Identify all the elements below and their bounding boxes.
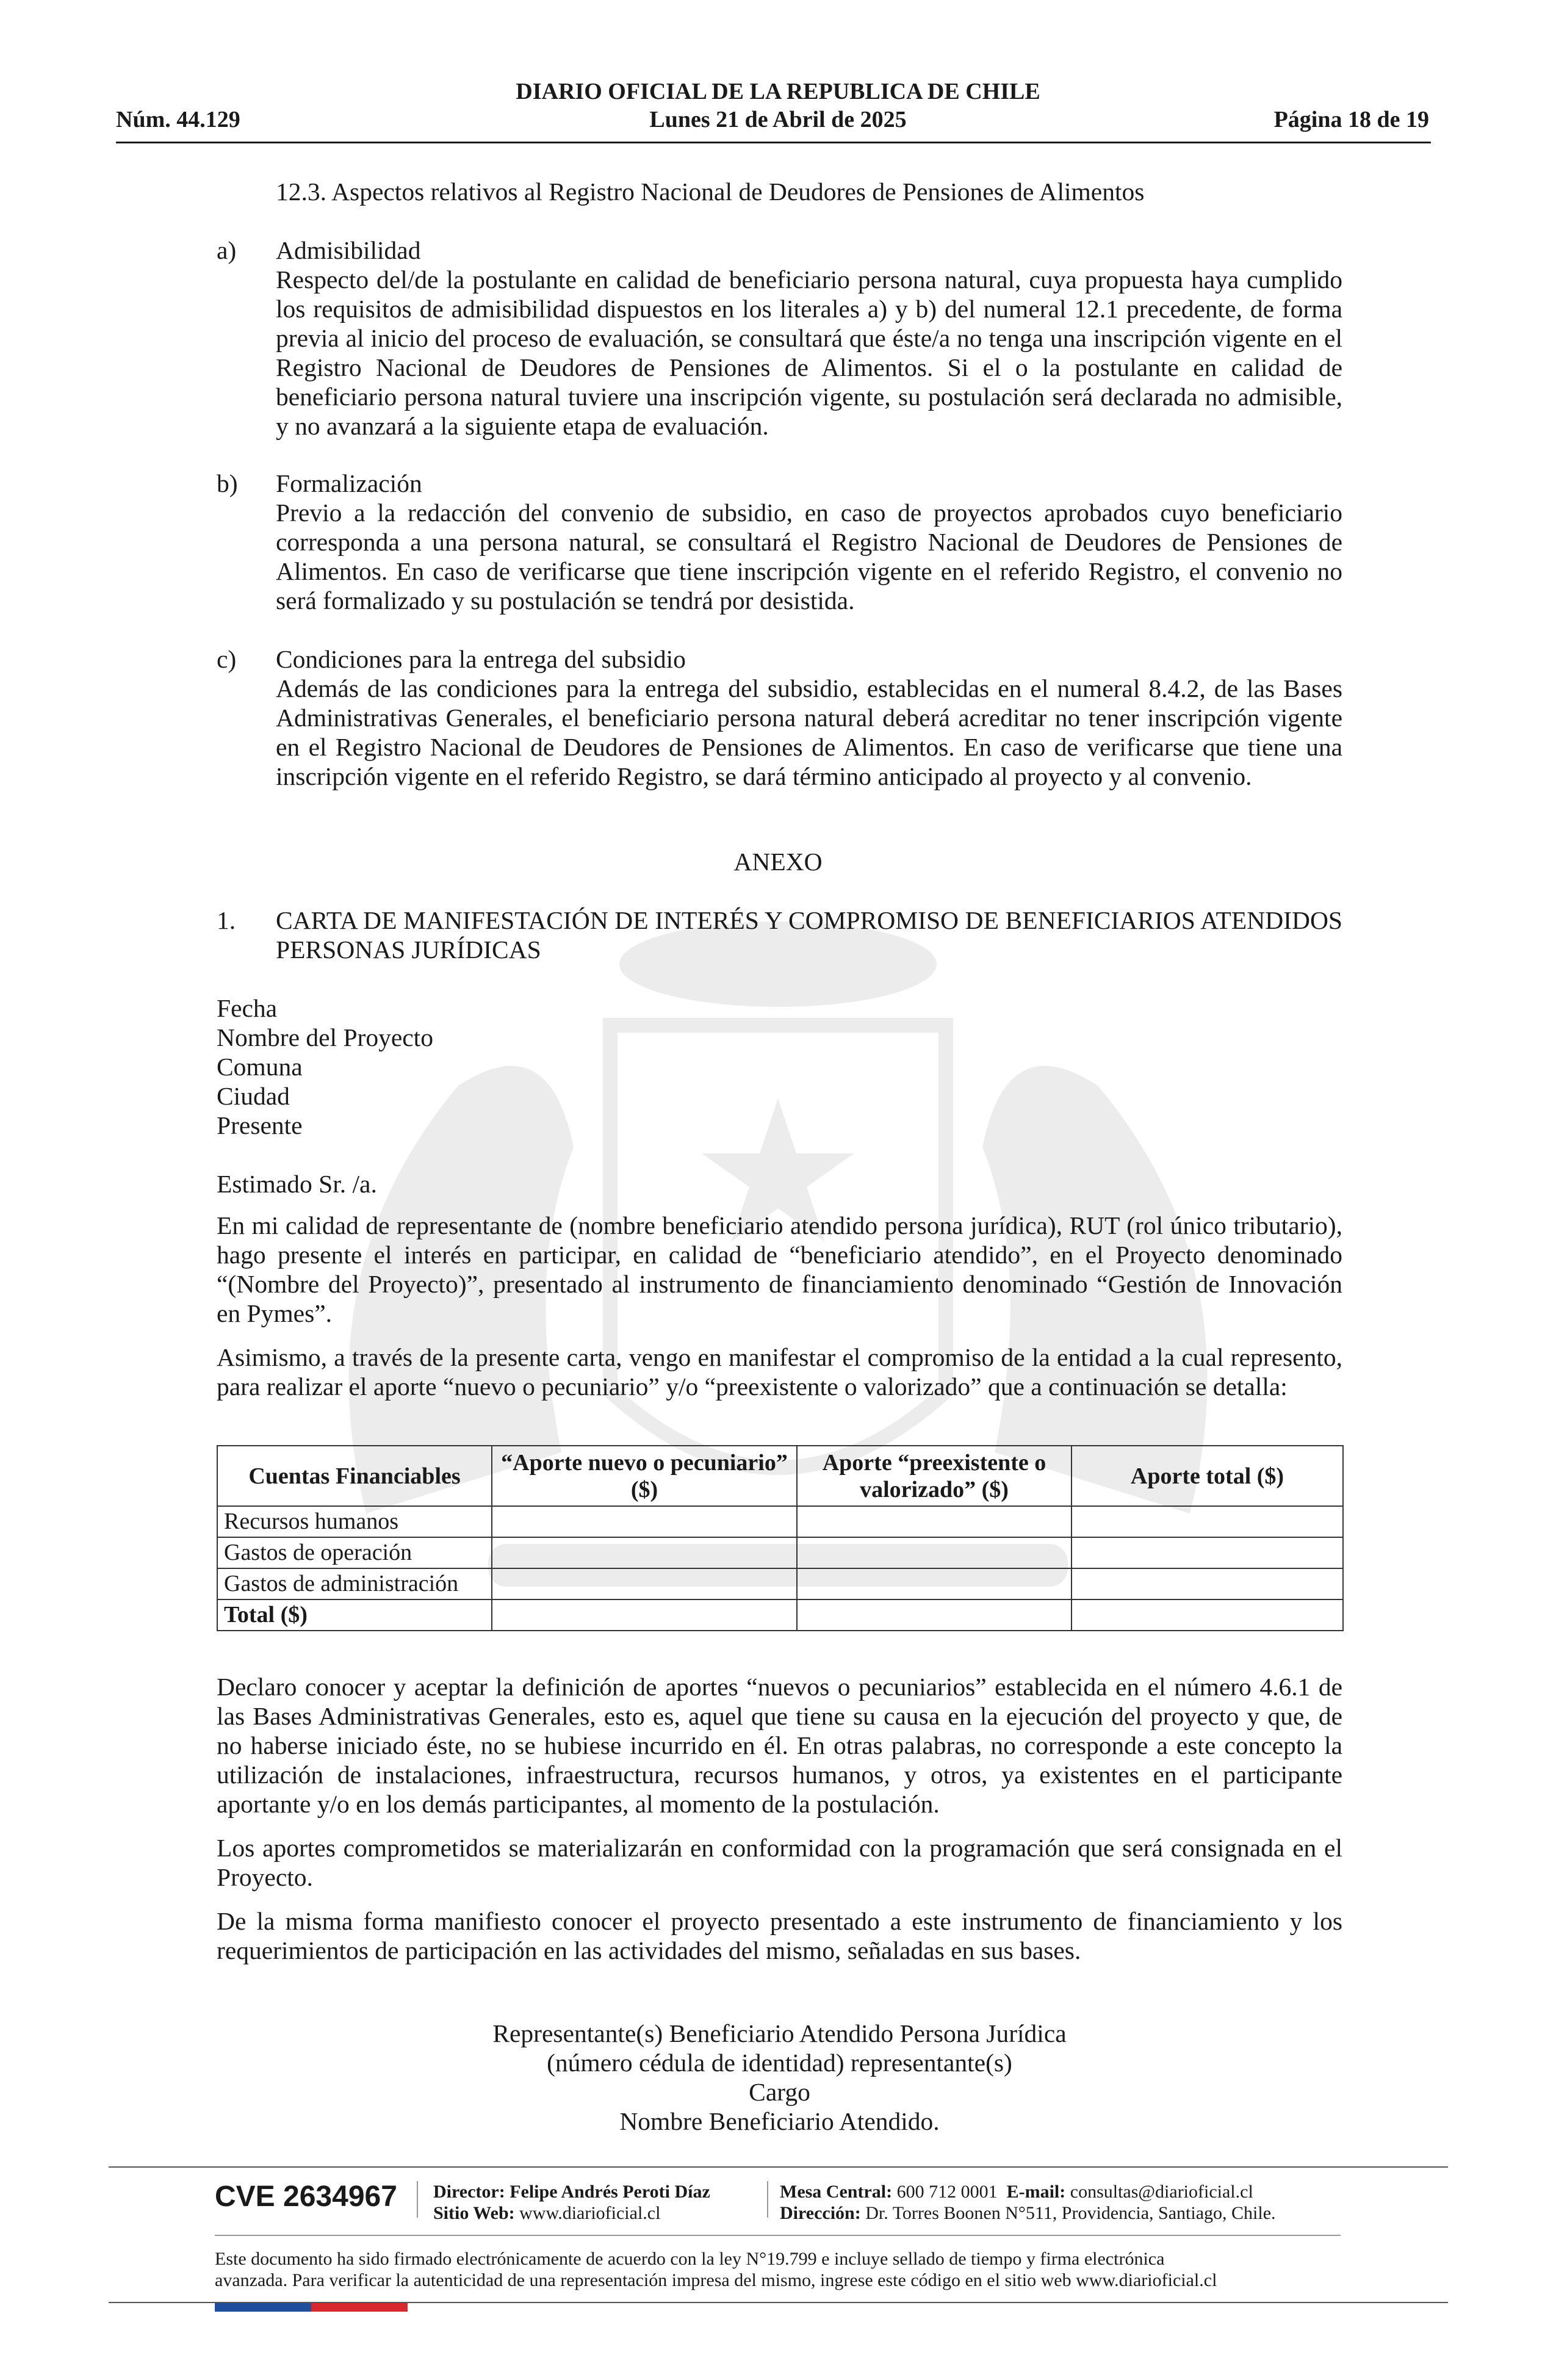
letter-paragraph-2: Asimismo, a través de la presente carta, vengo en manifestar el compromiso de la entidad a la cual represento, para realizar el aporte “nuevo o pecuniario” y/o “preexistente o valorizado” que a continuación se detalla: [217, 1343, 1342, 1401]
table-cell [1072, 1537, 1343, 1568]
item-b-body: Previo a la redacción del convenio de subsidio, en caso de proyectos aprobados cuyo beneficiario corresponda a una persona natural, se consultará el Registro Nacional de Deudores de Pensiones de Alimentos. En caso de verificarse que tiene inscripción vigente en el referido Registro, el convenio no será formalizado y su postulación se tendrá por desistida. [276, 499, 1342, 615]
table-cell [492, 1568, 797, 1599]
table-row [217, 1506, 1343, 1537]
letter-paragraph-1: En mi calidad de representante de (nombre beneficiario atendido persona jurídica), RUT (rol único tributario), hago presente el interés en participar, en calidad de “beneficiario atendido”, en el Proyecto denominado “(Nombre del Proyecto)”, presentado al instrumento de financiamiento denominado “Gestión de Innovación en Pymes”. [217, 1211, 1342, 1327]
row-label: Gastos de administración [217, 1568, 492, 1599]
table-header-row [217, 1446, 1343, 1506]
table-cell [1072, 1599, 1343, 1631]
table-total-row [217, 1599, 1343, 1631]
email-link[interactable]: consultas@diarioficial.cl [1070, 2182, 1253, 2202]
signature-line-4: Nombre Beneficiario Atendido. [619, 2107, 940, 2135]
website-line [433, 2202, 660, 2224]
table-cell [492, 1599, 797, 1631]
item-a-body: Respecto del/de la postulante en calidad de beneficiario persona natural, cuya propuesta haya cumplido los requisitos de admisibilidad dispuestos en los literales a) y b) del numeral 12.1 precedente, de forma previa al inicio del proceso de evaluación, se consultará que éste/a no tenga una inscripción vigente en el Registro Nacional de Deudores de Pensiones de Alimentos. Si el o la postulante en calidad de beneficiario persona natural tuviere una inscripción vigente, su postulación será declarada no admisible, y no avanzará a la siguiente etapa de evaluación. [276, 265, 1342, 440]
row-label: Recursos humanos [217, 1506, 492, 1537]
gazette-title: DIARIO OFICIAL DE LA REPUBLICA DE CHILE [516, 79, 1040, 104]
gazette-date: Lunes 21 de Abril de 2025 [649, 107, 907, 132]
address-label: Dirección: [780, 2203, 861, 2223]
letter-paragraph-3: Declaro conocer y aceptar la definición de aportes “nuevos o pecuniarios” establecida en el número 4.6.1 de las Bases Administrativas Generales, esto es, aquel que tiene su causa en la ejecución del proyecto y que, de no haberse iniciado éste, no se hubiese incurrido en él. En otras palabras, no corresponde a este concepto la utilización de instalaciones, infraestructura, recursos humanos, y otros, ya existentes en el participante aportante y/o en los demás participantes, al momento de la postulación. [217, 1673, 1342, 1818]
table-cell [492, 1506, 797, 1537]
table-cell [797, 1568, 1072, 1599]
item-c-title: Condiciones para la entrega del subsidio [276, 645, 686, 673]
table-row [217, 1568, 1343, 1599]
letter-paragraph-4: Los aportes comprometidos se materializarán en conformidad con la programación que será consignada en el Proyecto. [217, 1834, 1342, 1891]
field-ciudad: Ciudad [217, 1082, 290, 1110]
field-fecha: Fecha [217, 994, 278, 1022]
director-name: Felipe Andrés Peroti Díaz [510, 2182, 710, 2202]
page-number: Página 18 de 19 [1273, 107, 1429, 132]
signature-line-3: Cargo [749, 2078, 810, 2106]
contact-line [780, 2181, 1253, 2203]
header-aporte-nuevo: “Aporte nuevo o pecuniario” ($) [492, 1446, 797, 1506]
legal-notice-line-2: avanzada. Para verificar la autenticidad de una representación impresa del mismo, ingrese este código en el sitio web www.diarioficial.cl [215, 2270, 1217, 2290]
flag-stripe-red [311, 2303, 408, 2312]
director-line [433, 2181, 710, 2203]
footer-separator [417, 2181, 418, 2218]
field-nombre-proyecto: Nombre del Proyecto [217, 1023, 433, 1051]
table-cell [797, 1537, 1072, 1568]
cve-code: CVE 2634967 [215, 2180, 397, 2213]
address-line [780, 2202, 1276, 2224]
director-label: Director: [433, 2182, 505, 2202]
section-heading: 12.3. Aspectos relativos al Registro Nacional de Deudores de Pensiones de Alimentos [276, 178, 1145, 206]
table-cell [797, 1506, 1072, 1537]
phone-label: Mesa Central: [780, 2182, 893, 2202]
table-cell [1072, 1568, 1343, 1599]
annex-title: ANEXO [733, 848, 823, 876]
footer-separator [767, 2181, 768, 2218]
letter-greeting: Estimado Sr. /a. [217, 1170, 377, 1198]
flag-stripe-blue [215, 2303, 311, 2312]
item-b-title: Formalización [276, 469, 422, 497]
item-b-letter: b) [217, 469, 238, 497]
website-label: Sitio Web: [433, 2203, 515, 2223]
issue-number: Núm. 44.129 [116, 107, 240, 132]
annex-item-number: 1. [217, 906, 236, 934]
item-c-letter: c) [217, 645, 237, 673]
table-cell [1072, 1506, 1343, 1537]
table-row [217, 1537, 1343, 1568]
item-c-body: Además de las condiciones para la entrega del subsidio, establecidas en el numeral 8.4.2, de las Bases Administrativas Generales, el beneficiario persona natural deberá acreditar no tener inscripción vigente en el Registro Nacional de Deudores de Pensiones de Alimentos. En caso de verificarse que tiene una inscripción vigente en el referido Registro, se dará término anticipado al proyecto y al convenio. [276, 674, 1342, 790]
legal-notice-line-1: Este documento ha sido firmado electrónicamente de acuerdo con la ley N°19.799 e incluye sellado de tiempo y firma electrónica [215, 2249, 1165, 2269]
row-label-total: Total ($) [217, 1599, 492, 1631]
footer-top-rule [109, 2166, 1448, 2168]
annex-item-title: CARTA DE MANIFESTACIÓN DE INTERÉS Y COMPROMISO DE BENEFICIARIOS ATENDIDOS PERSONAS JURÍDICAS [276, 906, 1342, 964]
row-label: Gastos de operación [217, 1537, 492, 1568]
email-label: E-mail: [1006, 2182, 1066, 2202]
field-presente: Presente [217, 1111, 303, 1139]
address-value: Dr. Torres Boonen N°511, Providencia, Santiago, Chile. [865, 2203, 1276, 2223]
contributions-table [217, 1445, 1344, 1631]
header-aporte-preexistente: Aporte “preexistente o valorizado” ($) [797, 1446, 1072, 1506]
item-a-letter: a) [217, 236, 237, 264]
item-a-title: Admisibilidad [276, 236, 421, 264]
signature-line-2: (número cédula de identidad) representante(s) [547, 2049, 1012, 2077]
letter-paragraph-5: De la misma forma manifiesto conocer el proyecto presentado a este instrumento de financiamiento y los requerimientos de participación en las actividades del mismo, señaladas en sus bases. [217, 1907, 1342, 1964]
table-cell [797, 1599, 1072, 1631]
header-aporte-total: Aporte total ($) [1072, 1446, 1343, 1506]
table-cell [492, 1537, 797, 1568]
field-comuna: Comuna [217, 1053, 303, 1081]
website-link[interactable]: www.diarioficial.cl [519, 2203, 661, 2223]
phone-value: 600 712 0001 [896, 2182, 998, 2202]
header-divider [116, 142, 1431, 143]
signature-line-1: Representante(s) Beneficiario Atendido Persona Jurídica [492, 2019, 1067, 2047]
footer-mid-rule [215, 2235, 1341, 2236]
header-cuentas: Cuentas Financiables [217, 1446, 492, 1506]
